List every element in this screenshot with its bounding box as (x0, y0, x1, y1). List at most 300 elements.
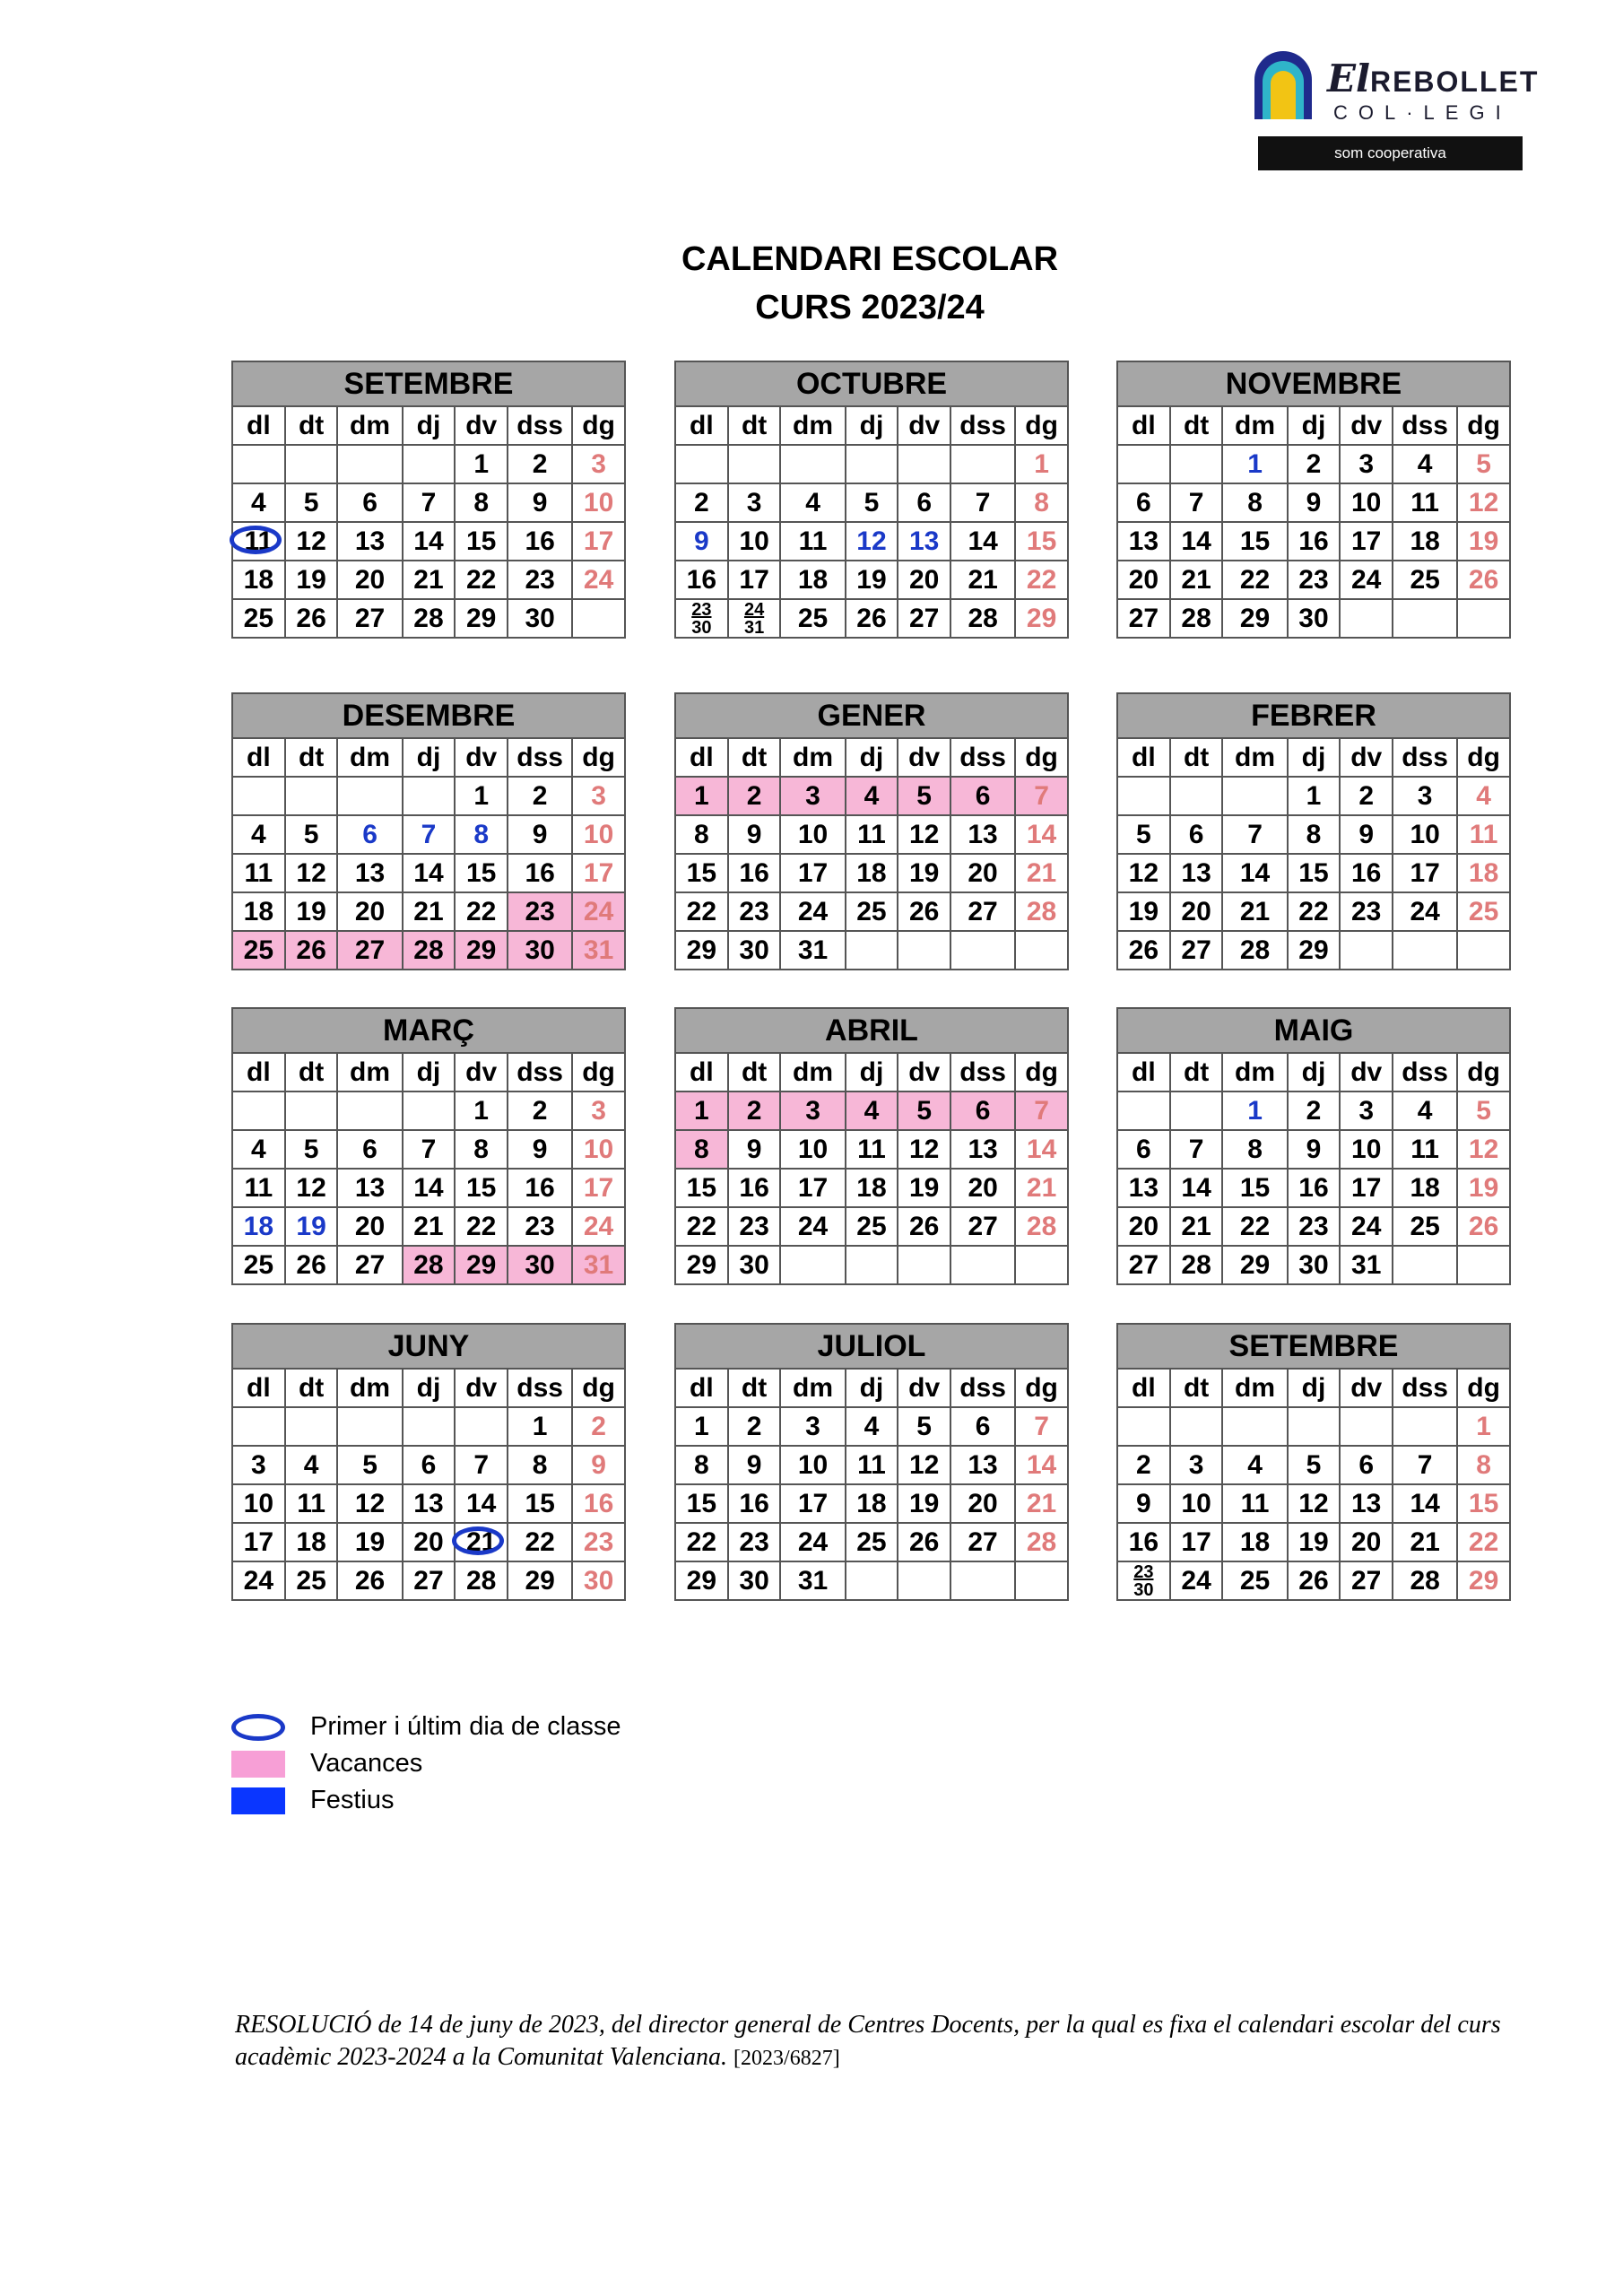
day-cell: 3 (1340, 1091, 1393, 1130)
day-cell: 24 (1170, 1561, 1223, 1600)
day-cell: 24 (572, 892, 625, 931)
day-cell: 3 (728, 483, 781, 522)
day-cell: 11 (232, 854, 285, 892)
day-cell: 14 (950, 522, 1015, 561)
day-cell: 4 (846, 1091, 898, 1130)
day-cell: 3 (232, 1446, 285, 1484)
day-cell: 16 (1117, 1523, 1170, 1561)
day-cell: 10 (780, 1446, 845, 1484)
day-number: 24 (743, 599, 765, 620)
day-cell: 6 (950, 1407, 1015, 1446)
day-cell: 19 (898, 854, 950, 892)
day-cell: 2 (572, 1407, 625, 1446)
weekday-header: dj (403, 406, 456, 445)
day-cell: 6 (1340, 1446, 1393, 1484)
day-cell: 30 (728, 931, 781, 970)
day-cell: 21 (1015, 854, 1068, 892)
day-cell: 8 (508, 1446, 572, 1484)
empty-day-cell (1457, 931, 1510, 970)
weekday-header: dj (846, 406, 898, 445)
day-cell: 14 (1170, 1169, 1223, 1207)
day-cell: 28 (1170, 599, 1223, 638)
empty-day-cell (1393, 599, 1457, 638)
weekday-header: dj (403, 738, 456, 777)
month-table (231, 1323, 626, 1601)
weekday-header: dv (455, 1053, 508, 1091)
day-cell: 7 (950, 483, 1015, 522)
day-cell: 29 (675, 931, 728, 970)
day-cell: 5 (846, 483, 898, 522)
empty-day-cell (1170, 777, 1223, 815)
day-cell: 5 (1457, 1091, 1510, 1130)
day-cell: 13 (337, 522, 402, 561)
day-cell: 28 (403, 1246, 456, 1284)
day-cell: 7 (455, 1446, 508, 1484)
day-cell: 12 (285, 854, 338, 892)
weekday-header: dt (1170, 738, 1223, 777)
day-cell: 4 (1222, 1446, 1287, 1484)
day-cell: 5 (337, 1446, 402, 1484)
day-cell: 15 (1457, 1484, 1510, 1523)
day-cell: 15 (455, 1169, 508, 1207)
day-cell: 10 (572, 815, 625, 854)
day-cell: 13 (950, 1446, 1015, 1484)
day-cell: 11 (846, 815, 898, 854)
day-cell: 1 (1457, 1407, 1510, 1446)
weekday-header: dt (1170, 1369, 1223, 1407)
empty-day-cell (1457, 599, 1510, 638)
day-cell: 22 (455, 892, 508, 931)
day-cell: 10 (780, 815, 845, 854)
day-cell: 14 (1015, 815, 1068, 854)
day-cell: 16 (675, 561, 728, 599)
day-cell: 26 (337, 1561, 402, 1600)
day-cell: 22 (1222, 561, 1287, 599)
day-cell: 18 (1393, 1169, 1457, 1207)
day-cell: 22 (675, 1207, 728, 1246)
empty-day-cell (1170, 1091, 1223, 1130)
weekday-header: dm (1222, 1369, 1287, 1407)
day-cell: 16 (1288, 1169, 1341, 1207)
day-cell: 8 (1015, 483, 1068, 522)
day-cell: 3 (780, 1091, 845, 1130)
weekday-header: dj (403, 1369, 456, 1407)
day-cell: 2 (728, 1407, 781, 1446)
day-cell: 28 (1170, 1246, 1223, 1284)
day-cell: 14 (1015, 1446, 1068, 1484)
day-cell: 10 (1340, 1130, 1393, 1169)
weekday-header: dss (508, 1369, 572, 1407)
day-cell: 19 (337, 1523, 402, 1561)
weekday-header: dm (337, 738, 402, 777)
day-cell: 4 (1393, 445, 1457, 483)
month-name: JULIOL (675, 1324, 1068, 1369)
day-cell: 14 (1170, 522, 1223, 561)
day-cell: 16 (508, 1169, 572, 1207)
day-cell: 7 (1015, 1091, 1068, 1130)
day-cell: 26 (1288, 1561, 1341, 1600)
day-cell: 15 (508, 1484, 572, 1523)
empty-day-cell (898, 1246, 950, 1284)
weekday-header: dl (1117, 1369, 1170, 1407)
empty-day-cell (1170, 1407, 1223, 1446)
day-cell: 30 (508, 599, 572, 638)
empty-day-cell (1340, 599, 1393, 638)
day-cell: 19 (1457, 522, 1510, 561)
day-cell: 23 (508, 561, 572, 599)
empty-day-cell (232, 777, 285, 815)
weekday-header: dm (337, 1369, 402, 1407)
day-cell: 24 (1340, 1207, 1393, 1246)
empty-day-cell (232, 445, 285, 483)
weekday-header: dss (508, 406, 572, 445)
weekday-header: dv (1340, 406, 1393, 445)
empty-day-cell (1393, 1246, 1457, 1284)
day-cell: 24 (1340, 561, 1393, 599)
day-cell: 13 (1117, 1169, 1170, 1207)
day-cell: 1 (455, 445, 508, 483)
day-cell: 28 (403, 599, 456, 638)
day-cell: 4 (232, 483, 285, 522)
weekday-header: dl (675, 406, 728, 445)
page-title (0, 235, 1623, 332)
day-cell: 25 (285, 1561, 338, 1600)
day-cell: 30 (572, 1561, 625, 1600)
empty-day-cell (1340, 931, 1393, 970)
day-cell: 9 (1340, 815, 1393, 854)
day-cell: 20 (337, 1207, 402, 1246)
empty-day-cell (1222, 777, 1287, 815)
legend-label: Vacances (310, 1749, 423, 1778)
day-cell: 28 (1393, 1561, 1457, 1600)
day-cell: 7 (1222, 815, 1287, 854)
day-cell: 14 (403, 854, 456, 892)
day-cell: 9 (508, 1130, 572, 1169)
logo-tagline: som cooperativa (1258, 136, 1523, 170)
day-cell: 17 (1340, 522, 1393, 561)
day-cell: 1 (675, 1091, 728, 1130)
weekday-header: dm (780, 1053, 845, 1091)
day-cell: 31 (780, 1561, 845, 1600)
day-cell: 15 (1015, 522, 1068, 561)
day-cell: 22 (1457, 1523, 1510, 1561)
day-cell: 30 (1288, 599, 1341, 638)
day-cell: 28 (455, 1561, 508, 1600)
day-cell: 24 (572, 561, 625, 599)
day-cell: 29 (1222, 599, 1287, 638)
day-cell (675, 599, 728, 638)
month-name: MAIG (1117, 1008, 1510, 1053)
weekday-header: dv (898, 738, 950, 777)
weekday-header: dg (1015, 738, 1068, 777)
empty-day-cell (1393, 1407, 1457, 1446)
day-cell: 27 (337, 1246, 402, 1284)
day-cell: 19 (285, 1207, 338, 1246)
day-cell: 8 (1222, 483, 1287, 522)
day-cell: 26 (898, 1207, 950, 1246)
month-name: NOVEMBRE (1117, 361, 1510, 406)
day-cell: 30 (508, 931, 572, 970)
day-cell: 17 (572, 854, 625, 892)
day-cell: 23 (1340, 892, 1393, 931)
day-cell: 1 (675, 1407, 728, 1446)
day-cell: 16 (1340, 854, 1393, 892)
empty-day-cell (1170, 445, 1223, 483)
day-cell: 20 (403, 1523, 456, 1561)
day-cell: 29 (455, 931, 508, 970)
day-cell: 14 (1393, 1484, 1457, 1523)
empty-day-cell (1015, 931, 1068, 970)
day-cell: 12 (1457, 1130, 1510, 1169)
empty-day-cell (403, 1407, 456, 1446)
day-cell: 12 (1457, 483, 1510, 522)
footnote-ref: [2023/6827] (733, 2047, 840, 2070)
empty-day-cell (950, 1246, 1015, 1284)
day-cell: 21 (403, 561, 456, 599)
weekday-header: dt (728, 738, 781, 777)
empty-day-cell (1288, 1407, 1341, 1446)
day-cell: 5 (898, 777, 950, 815)
day-cell: 16 (508, 522, 572, 561)
day-cell: 29 (1015, 599, 1068, 638)
empty-day-cell (403, 1091, 456, 1130)
day-cell: 19 (898, 1484, 950, 1523)
day-cell: 13 (337, 854, 402, 892)
day-cell: 26 (285, 1246, 338, 1284)
day-cell: 8 (1457, 1446, 1510, 1484)
weekday-header: dl (1117, 406, 1170, 445)
day-cell: 26 (898, 1523, 950, 1561)
weekday-header: dss (1393, 1053, 1457, 1091)
day-cell: 24 (780, 1207, 845, 1246)
day-cell: 28 (1015, 892, 1068, 931)
day-cell: 9 (675, 522, 728, 561)
day-cell: 27 (1170, 931, 1223, 970)
day-cell: 8 (1222, 1130, 1287, 1169)
day-cell: 5 (1117, 815, 1170, 854)
day-cell: 7 (403, 1130, 456, 1169)
day-cell: 4 (780, 483, 845, 522)
day-cell: 18 (780, 561, 845, 599)
day-cell: 3 (572, 777, 625, 815)
weekday-header: dj (846, 1369, 898, 1407)
day-cell: 22 (455, 561, 508, 599)
day-cell: 20 (1117, 1207, 1170, 1246)
day-cell: 6 (1117, 483, 1170, 522)
pink-swatch-icon (231, 1751, 285, 1778)
day-cell: 1 (1288, 777, 1341, 815)
day-cell: 27 (950, 1207, 1015, 1246)
day-cell: 3 (572, 445, 625, 483)
weekday-header: dm (337, 1053, 402, 1091)
weekday-header: dg (572, 1053, 625, 1091)
day-number: 23 (691, 599, 712, 620)
empty-day-cell (898, 1561, 950, 1600)
day-cell: 18 (1457, 854, 1510, 892)
footnote (235, 2009, 1508, 2074)
day-cell: 12 (898, 815, 950, 854)
weekday-header: dss (508, 738, 572, 777)
day-cell: 9 (1288, 1130, 1341, 1169)
empty-day-cell (780, 1246, 845, 1284)
day-cell: 20 (950, 1484, 1015, 1523)
weekday-header: dm (1222, 406, 1287, 445)
day-cell: 12 (1288, 1484, 1341, 1523)
month-name: SETEMBRE (1117, 1324, 1510, 1369)
day-cell: 18 (846, 1484, 898, 1523)
day-cell: 4 (232, 1130, 285, 1169)
empty-day-cell (1015, 1561, 1068, 1600)
empty-day-cell (846, 445, 898, 483)
weekday-header: dl (232, 406, 285, 445)
empty-day-cell (1340, 1407, 1393, 1446)
day-number: 30 (1133, 1579, 1154, 1600)
day-cell: 30 (1288, 1246, 1341, 1284)
weekday-header: dl (675, 738, 728, 777)
weekday-header: dj (846, 738, 898, 777)
day-cell: 9 (728, 815, 781, 854)
empty-day-cell (846, 1561, 898, 1600)
day-cell: 12 (846, 522, 898, 561)
day-cell: 5 (1288, 1446, 1341, 1484)
day-cell: 2 (1117, 1446, 1170, 1484)
month-name: JUNY (232, 1324, 625, 1369)
day-cell: 28 (1015, 1207, 1068, 1246)
day-cell: 25 (1393, 561, 1457, 599)
day-cell: 13 (950, 1130, 1015, 1169)
day-cell: 21 (1393, 1523, 1457, 1561)
weekday-header: dt (1170, 406, 1223, 445)
day-cell (728, 599, 781, 638)
day-cell: 21 (1222, 892, 1287, 931)
day-cell: 3 (780, 777, 845, 815)
day-cell: 15 (1288, 854, 1341, 892)
empty-day-cell (285, 1407, 338, 1446)
day-cell: 31 (780, 931, 845, 970)
day-cell: 14 (455, 1484, 508, 1523)
logo-el: El (1327, 57, 1370, 100)
day-cell: 23 (508, 1207, 572, 1246)
weekday-header: dv (455, 406, 508, 445)
day-cell: 16 (728, 1169, 781, 1207)
day-cell: 6 (403, 1446, 456, 1484)
weekday-header: dg (1457, 406, 1510, 445)
day-cell: 21 (403, 892, 456, 931)
day-cell: 13 (1117, 522, 1170, 561)
day-cell: 8 (1288, 815, 1341, 854)
month-table (231, 692, 626, 970)
legend-label: Primer i últim dia de classe (310, 1712, 621, 1741)
day-cell: 1 (1222, 445, 1287, 483)
day-cell: 22 (1015, 561, 1068, 599)
weekday-header: dv (898, 406, 950, 445)
day-cell: 26 (285, 931, 338, 970)
day-cell: 27 (337, 599, 402, 638)
day-cell: 7 (403, 815, 456, 854)
day-cell: 9 (728, 1446, 781, 1484)
empty-day-cell (337, 1091, 402, 1130)
empty-day-cell (232, 1407, 285, 1446)
day-cell: 24 (1393, 892, 1457, 931)
day-cell: 10 (1170, 1484, 1223, 1523)
day-cell: 18 (846, 1169, 898, 1207)
day-cell: 5 (285, 1130, 338, 1169)
day-cell: 16 (508, 854, 572, 892)
weekday-header: dg (572, 738, 625, 777)
empty-day-cell (898, 445, 950, 483)
school-logo (1251, 49, 1540, 170)
day-cell: 14 (403, 522, 456, 561)
day-cell: 12 (1117, 854, 1170, 892)
weekday-header: dt (728, 1369, 781, 1407)
weekday-header: dv (898, 1369, 950, 1407)
empty-day-cell (1393, 931, 1457, 970)
blue-swatch-icon (231, 1787, 285, 1814)
day-cell: 15 (455, 854, 508, 892)
day-cell: 3 (572, 1091, 625, 1130)
day-cell: 6 (1117, 1130, 1170, 1169)
weekday-header: dg (1457, 738, 1510, 777)
month-table (674, 361, 1069, 639)
day-cell: 19 (285, 892, 338, 931)
weekday-header: dl (1117, 1053, 1170, 1091)
day-cell: 22 (508, 1523, 572, 1561)
weekday-header: dss (1393, 406, 1457, 445)
day-cell: 24 (780, 892, 845, 931)
day-cell: 16 (572, 1484, 625, 1523)
weekday-header: dt (285, 738, 338, 777)
day-cell: 23 (508, 892, 572, 931)
day-cell: 8 (675, 1130, 728, 1169)
day-cell: 9 (508, 815, 572, 854)
weekday-header: dm (780, 738, 845, 777)
day-cell: 4 (285, 1446, 338, 1484)
day-cell: 29 (1222, 1246, 1287, 1284)
day-cell: 24 (232, 1561, 285, 1600)
empty-day-cell (1117, 1091, 1170, 1130)
day-cell: 17 (1340, 1169, 1393, 1207)
empty-day-cell (232, 1091, 285, 1130)
logo-name: REBOLLET (1369, 65, 1540, 98)
day-cell: 20 (1170, 892, 1223, 931)
weekday-header: dj (1288, 738, 1341, 777)
empty-day-cell (1457, 1246, 1510, 1284)
day-cell: 17 (1170, 1523, 1223, 1561)
day-cell: 23 (728, 1207, 781, 1246)
empty-day-cell (728, 445, 781, 483)
weekday-header: dss (950, 1369, 1015, 1407)
day-number: 31 (743, 617, 765, 638)
day-cell: 9 (1117, 1484, 1170, 1523)
day-cell: 25 (1393, 1207, 1457, 1246)
weekday-header: dss (950, 738, 1015, 777)
day-cell: 27 (1117, 599, 1170, 638)
day-cell: 4 (846, 777, 898, 815)
day-cell: 14 (1015, 1130, 1068, 1169)
day-cell: 24 (572, 1207, 625, 1246)
empty-day-cell (675, 445, 728, 483)
day-cell: 25 (846, 1523, 898, 1561)
day-cell: 17 (572, 522, 625, 561)
weekday-header: dt (285, 406, 338, 445)
month-name: FEBRER (1117, 693, 1510, 738)
day-cell: 22 (1288, 892, 1341, 931)
empty-day-cell (403, 445, 456, 483)
empty-day-cell (1015, 1246, 1068, 1284)
day-cell: 23 (1288, 561, 1341, 599)
day-number: 23 (1133, 1561, 1154, 1582)
day-cell: 29 (455, 599, 508, 638)
